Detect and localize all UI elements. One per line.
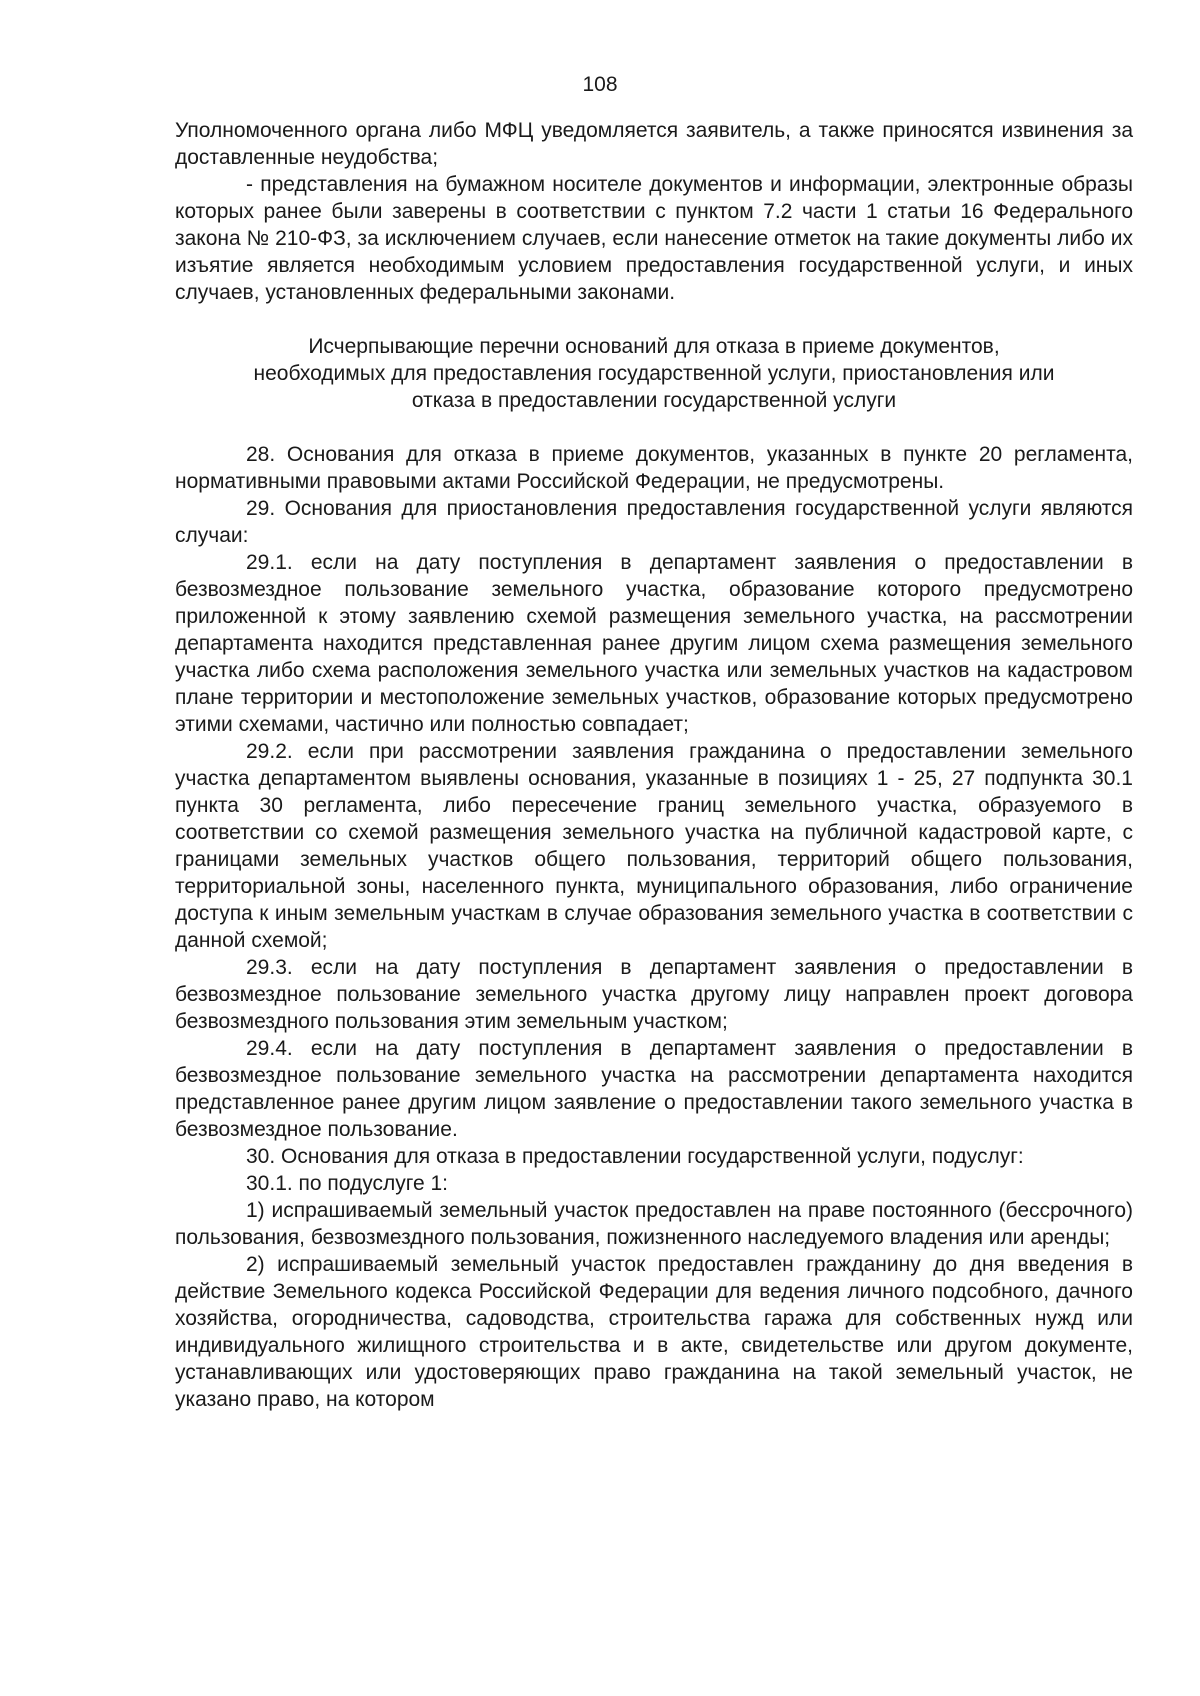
clause-29-2: 29.2. если при рассмотрении заявления гражданина о предоставлении земельного участка департаментом выявлены основания, указанные в позициях 1 - 25, 27 подпункта 30.1 пункта 30 регламента, либо пересечение границ земельного участка, образуемого в соответствии со схемой размещения земельного участка на публичной кадастровой карте, с границами земельных участков общего пользования, территорий общего пользования, территориальной зоны, населенного пункта, муниципального образования, либо ограничение доступа к иным земельным участкам в случае образования земельного участка в соответствии с данной схемой; xyxy=(175,740,1133,952)
clause-29-4: 29.4. если на дату поступления в департамент заявления о предоставлении в безвозмездное пользование земельного участка на рассмотрении департамента находится представленное ранее другим лицом заявление о предоставлении такого земельного участка в безвозмездное пользование. xyxy=(175,1037,1133,1141)
clause-28: 28. Основания для отказа в приеме документов, указанных в пункте 20 регламента, нормативными правовыми актами Российской Федерации, не предусмотрены. xyxy=(175,443,1133,493)
paragraph-paper-documents: - представления на бумажном носителе документов и информации, электронные образы которых ранее были заверены в соответствии с пунктом 7.2 части 1 статьи 16 Федерального закона № 210-ФЗ, за исключением случаев, если нанесение отметок на такие документы либо их изъятие является необходимым условием предоставления государственной услуги, и иных случаев, установленных федеральными законами. xyxy=(175,173,1133,304)
clause-29-3: 29.3. если на дату поступления в департамент заявления о предоставлении в безвозмездное пользование земельного участка другому лицу направлен проект договора безвозмездного пользования этим земельным участком; xyxy=(175,956,1133,1033)
section-heading xyxy=(175,333,1133,414)
section-heading-line: отказа в предоставлении государственной услуги xyxy=(411,389,897,412)
paragraph-notification-continuation: Уполномоченного органа либо МФЦ уведомляется заявитель, а также приносятся извинения за доставленные неудобства; xyxy=(175,119,1133,169)
clause-30: 30. Основания для отказа в предоставлении государственной услуги, подуслуг: xyxy=(246,1145,1024,1168)
section-heading-line: необходимых для предоставления государственной услуги, приостановления или xyxy=(253,362,1055,385)
clause-30-1-item-1: 1) испрашиваемый земельный участок предоставлен на праве постоянного (бессрочного) пользования, безвозмездного пользования, пожизненного наследуемого владения или аренды; xyxy=(175,1199,1133,1249)
clause-29-1: 29.1. если на дату поступления в департамент заявления о предоставлении в безвозмездное пользование земельного участка, образование которого предусмотрено приложенной к этому заявлению схемой размещения земельного участка, на рассмотрении департамента находится представленная ранее другим лицом схема размещения земельного участка либо схема расположения земельного участка или земельных участков на кадастровом плане территории и местоположение земельных участков, образование которых предусмотрено этими схемами, частично или полностью совпадает; xyxy=(175,551,1133,736)
section-heading-line: Исчерпывающие перечни оснований для отказа в приеме документов, xyxy=(308,335,1000,358)
clause-30-1: 30.1. по подуслуге 1: xyxy=(246,1172,449,1195)
page-number: 108 xyxy=(582,73,618,96)
document-body xyxy=(175,117,1133,1413)
clause-29: 29. Основания для приостановления предоставления государственной услуги являются случаи: xyxy=(175,497,1133,547)
clause-30-1-item-2: 2) испрашиваемый земельный участок предоставлен гражданину до дня введения в действие Земельного кодекса Российской Федерации для ведения личного подсобного, дачного хозяйства, огородничества, садоводства, строительства гаража для собственных нужд или индивидуального жилищного строительства и в акте, свидетельстве или другом документе, устанавливающих или удостоверяющих право гражданина на такой земельный участок, не указано право, на котором xyxy=(175,1253,1133,1411)
